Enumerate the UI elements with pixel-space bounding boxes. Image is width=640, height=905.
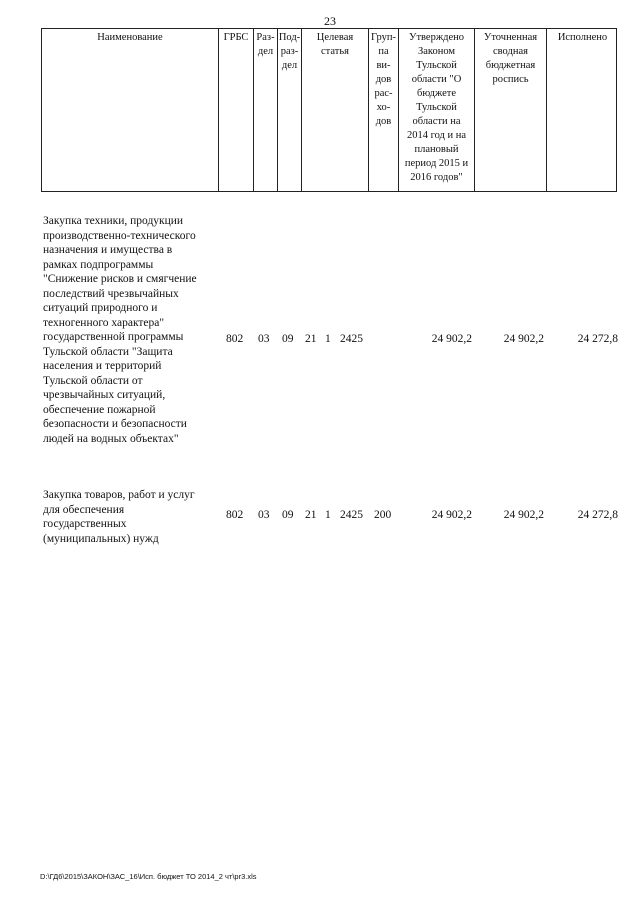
row-1-grbs: 802 bbox=[226, 333, 244, 345]
header-target: Целевая статья bbox=[301, 29, 368, 191]
row-2-refined: 24 902,2 bbox=[503, 509, 544, 521]
row-1-target-a: 21 bbox=[305, 333, 317, 345]
header-refined: Уточненная сводная бюджетная роспись bbox=[474, 29, 546, 191]
row-1-approved: 24 902,2 bbox=[431, 333, 472, 345]
row-1-razdel: 03 bbox=[258, 333, 270, 345]
row-2-target-c: 2425 bbox=[340, 509, 363, 521]
row-1-name: Закупка техники, продукции производственно-технического назначения и имущества в рамках подпрограммы "Снижение рисков и смягчение последствий чрезвычайных ситуаций природного и техногенного характера" государственной программы Тульской области "Защита населения и территорий Тульской области от чрезвычайных ситуаций, обеспечение пожарной безопасности и безопасности людей на водных объектах" bbox=[43, 215, 197, 445]
file-path-footer: D:\ГД6\2015\ЗАКОН\ЗАС_16\Исп. бюджет ТО 2014_2 чт\pr3.xls bbox=[40, 872, 257, 881]
row-2-grbs: 802 bbox=[226, 509, 244, 521]
row-1-executed: 24 272,8 bbox=[577, 333, 618, 345]
row-2-razdel: 03 bbox=[258, 509, 270, 521]
header-executed: Исполнено bbox=[546, 29, 618, 191]
header-group: Груп- па ви- дов рас- хо- дов bbox=[368, 29, 398, 191]
row-1-target-c: 2425 bbox=[340, 333, 363, 345]
row-2-podrazdel: 09 bbox=[282, 509, 294, 521]
row-1-target-b: 1 bbox=[325, 333, 331, 345]
page-number: 23 bbox=[324, 14, 336, 28]
row-2-name: Закупка товаров, работ и услуг для обеспечения государственных (муниципальных) нужд bbox=[43, 489, 195, 545]
row-2-approved: 24 902,2 bbox=[431, 509, 472, 521]
row-1-podrazdel: 09 bbox=[282, 333, 294, 345]
header-razdel: Раз- дел bbox=[253, 29, 277, 191]
row-2-target-b: 1 bbox=[325, 509, 331, 521]
header-podrazdel: Под- раз- дел bbox=[277, 29, 301, 191]
row-2-target-a: 21 bbox=[305, 509, 317, 521]
table-header bbox=[41, 28, 617, 192]
header-approved: Утверждено Законом Тульской области "О бюджете Тульской области на 2014 год и на плановый период 2015 и 2016 годов" bbox=[398, 29, 474, 191]
row-2-group: 200 bbox=[374, 509, 392, 521]
header-grbs: ГРБС bbox=[218, 29, 253, 191]
row-2-executed: 24 272,8 bbox=[577, 509, 618, 521]
header-name: Наименование bbox=[97, 32, 163, 43]
row-1-refined: 24 902,2 bbox=[503, 333, 544, 345]
